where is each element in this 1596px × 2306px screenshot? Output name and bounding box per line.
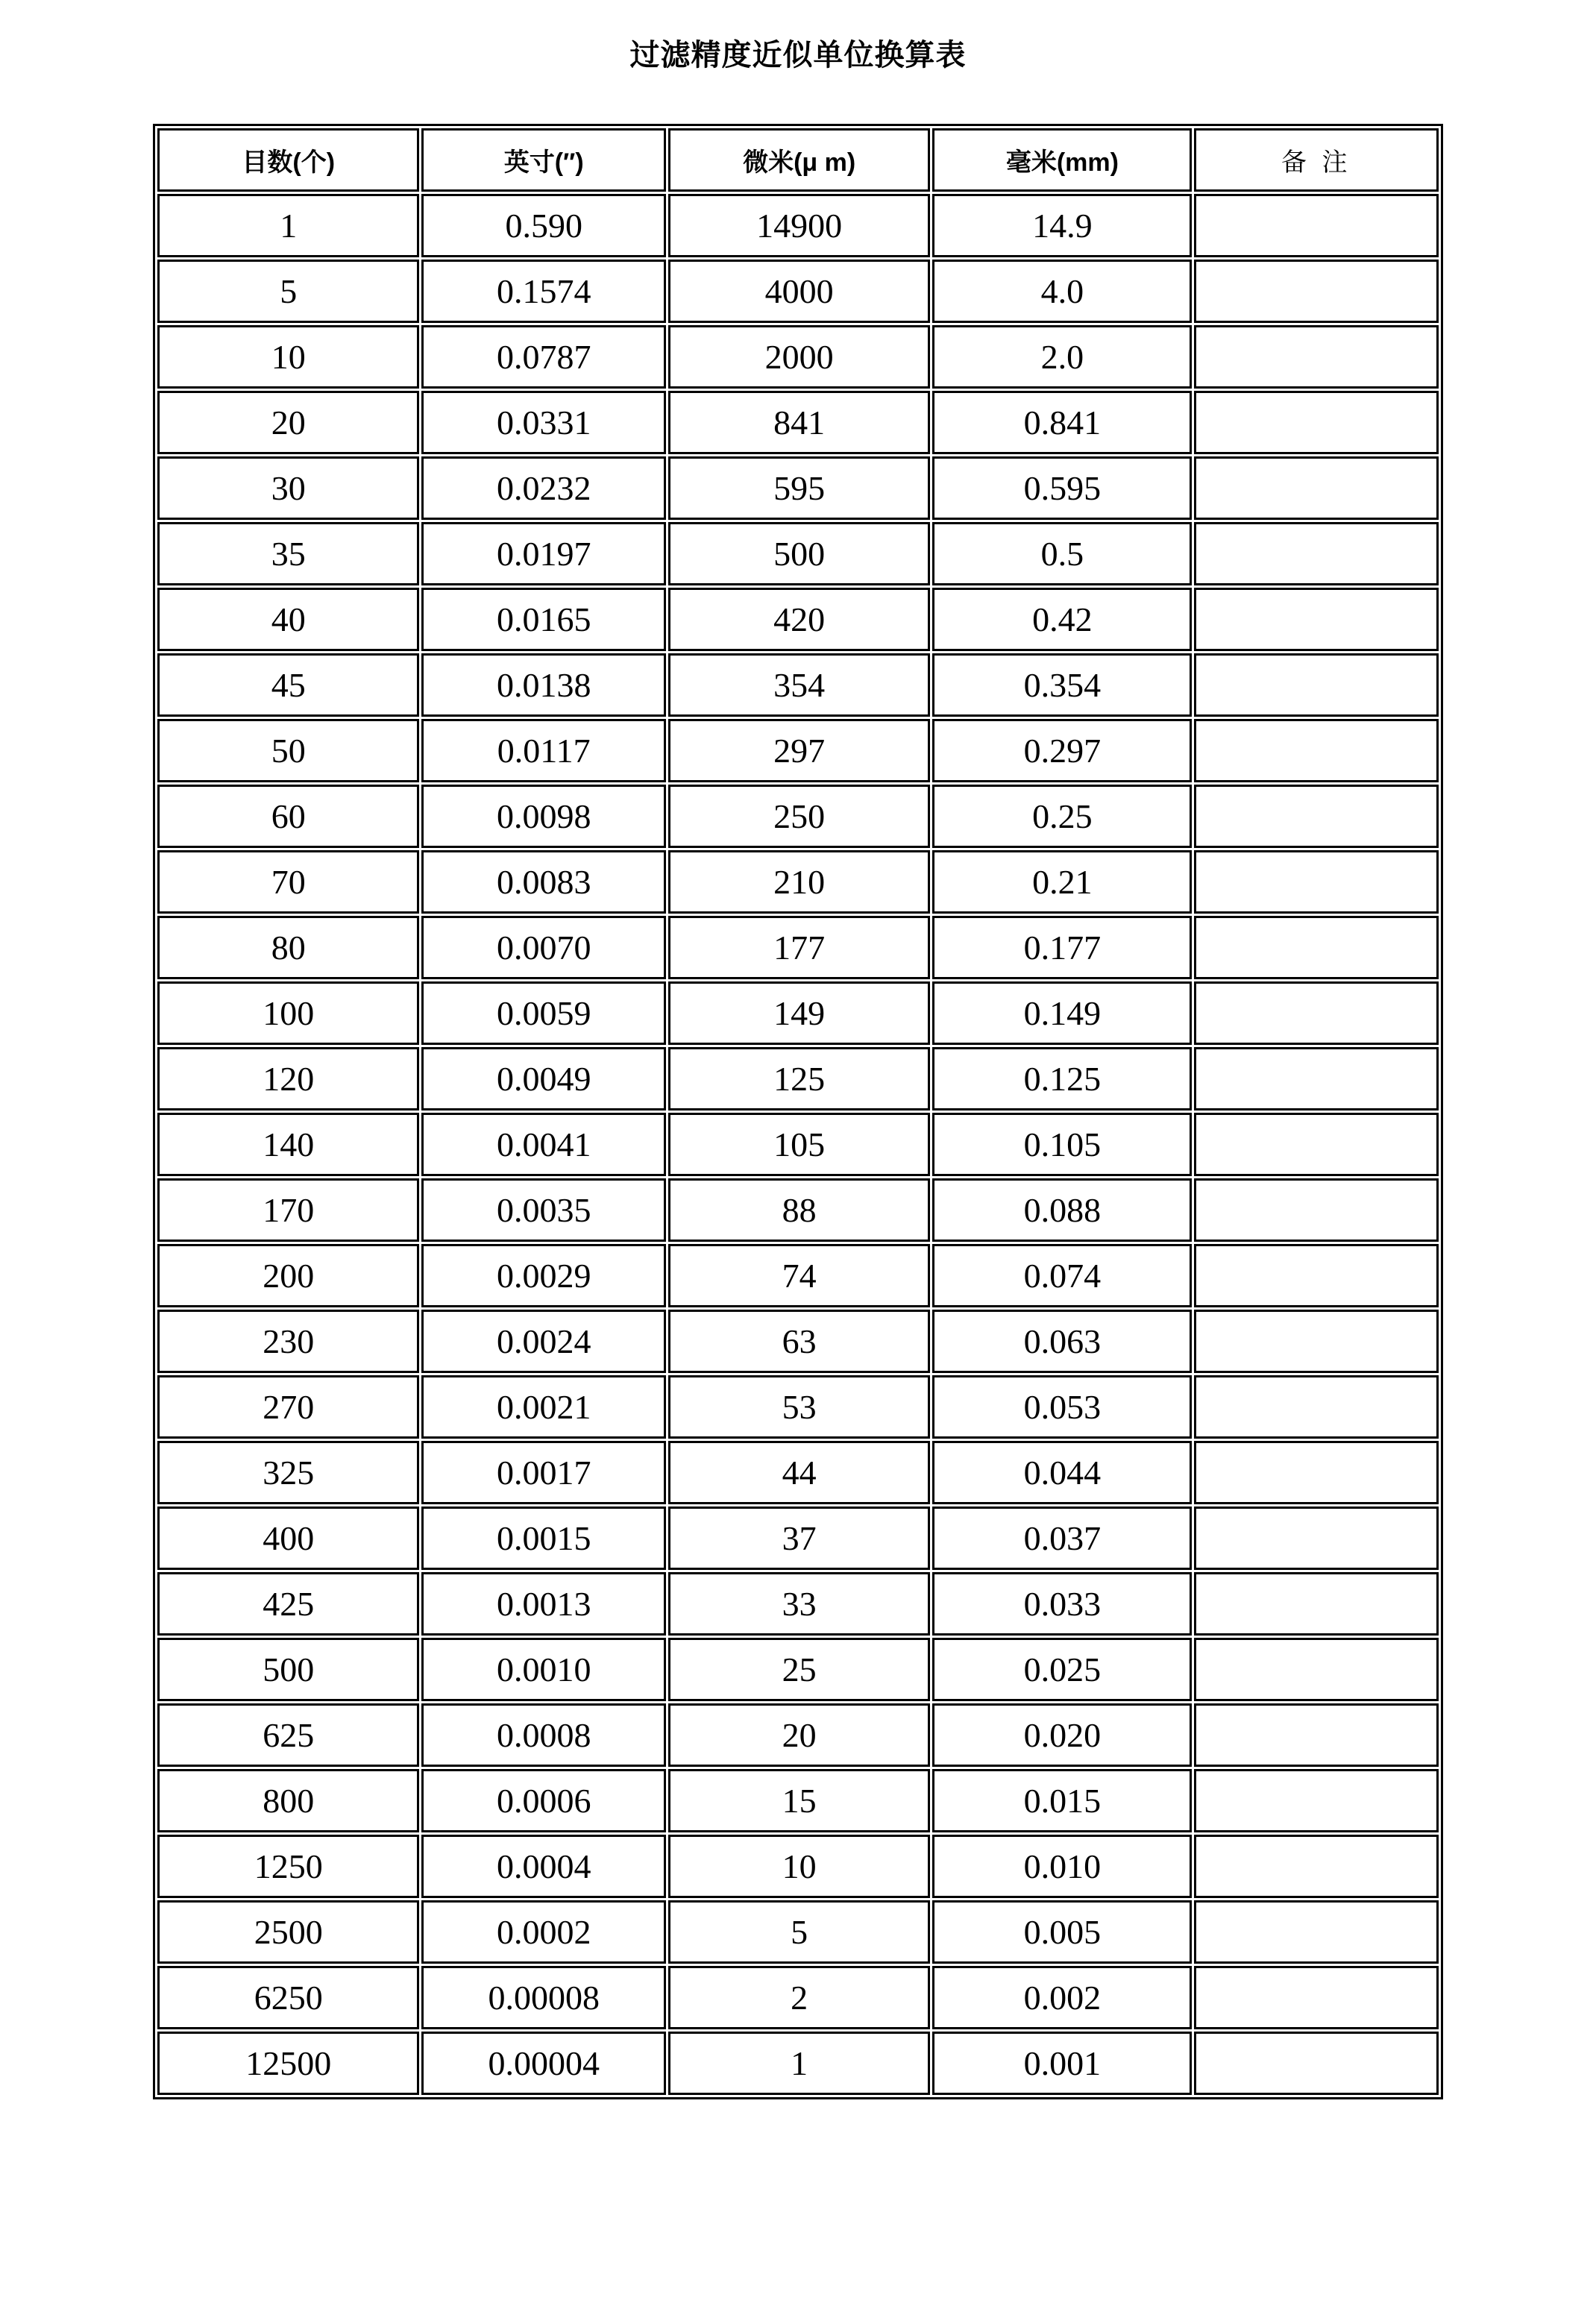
cell-mesh: 50 [157,719,419,782]
cell-micron: 500 [668,522,930,585]
cell-remark [1194,850,1439,914]
cell-mm: 0.177 [932,916,1192,979]
cell-inch: 0.0165 [421,588,666,651]
cell-remark [1194,1572,1439,1636]
conversion-table [153,124,1443,2099]
cell-inch: 0.0197 [421,522,666,585]
cell-mesh: 270 [157,1375,419,1439]
cell-inch: 0.0083 [421,850,666,914]
table-row [157,719,1439,782]
table-row [157,2032,1439,2095]
cell-inch: 0.0232 [421,456,666,520]
cell-mm: 0.063 [932,1310,1192,1373]
cell-mesh: 100 [157,981,419,1045]
cell-mesh: 200 [157,1244,419,1307]
table-row [157,1375,1439,1439]
cell-remark [1194,1769,1439,1832]
cell-remark [1194,1178,1439,1242]
cell-micron: 1 [668,2032,930,2095]
cell-mm: 0.149 [932,981,1192,1045]
cell-micron: 105 [668,1113,930,1176]
column-header-mm: 毫米(mm) [932,128,1192,192]
cell-mesh: 10 [157,325,419,389]
cell-inch: 0.0041 [421,1113,666,1176]
table-row [157,916,1439,979]
cell-mm: 0.053 [932,1375,1192,1439]
cell-micron: 2 [668,1966,930,2029]
cell-mesh: 20 [157,391,419,454]
cell-mesh: 6250 [157,1966,419,2029]
cell-mm: 0.21 [932,850,1192,914]
cell-inch: 0.0024 [421,1310,666,1373]
cell-inch: 0.0331 [421,391,666,454]
cell-mm: 2.0 [932,325,1192,389]
cell-mm: 0.088 [932,1178,1192,1242]
cell-remark [1194,1310,1439,1373]
cell-mesh: 170 [157,1178,419,1242]
cell-micron: 2000 [668,325,930,389]
table-row [157,1507,1439,1570]
cell-micron: 37 [668,1507,930,1570]
cell-mm: 0.025 [932,1638,1192,1701]
table-row [157,1769,1439,1832]
cell-mm: 0.015 [932,1769,1192,1832]
table-row [157,1113,1439,1176]
cell-remark [1194,1703,1439,1767]
cell-micron: 420 [668,588,930,651]
cell-micron: 354 [668,653,930,717]
cell-remark [1194,588,1439,651]
cell-micron: 63 [668,1310,930,1373]
cell-mm: 0.074 [932,1244,1192,1307]
cell-remark [1194,391,1439,454]
cell-mesh: 400 [157,1507,419,1570]
cell-micron: 5 [668,1900,930,1964]
cell-inch: 0.0013 [421,1572,666,1636]
cell-mm: 0.25 [932,785,1192,848]
cell-remark [1194,1638,1439,1701]
cell-remark [1194,325,1439,389]
cell-inch: 0.0021 [421,1375,666,1439]
column-header-micron: 微米(μ m) [668,128,930,192]
cell-mm: 4.0 [932,260,1192,323]
cell-remark [1194,2032,1439,2095]
cell-remark [1194,1835,1439,1898]
cell-remark [1194,1375,1439,1439]
cell-mm: 0.5 [932,522,1192,585]
cell-remark [1194,260,1439,323]
cell-micron: 595 [668,456,930,520]
cell-micron: 841 [668,391,930,454]
cell-inch: 0.0138 [421,653,666,717]
cell-remark [1194,916,1439,979]
cell-mesh: 45 [157,653,419,717]
table-row [157,1572,1439,1636]
cell-mesh: 35 [157,522,419,585]
table-row [157,1966,1439,2029]
table-row [157,1441,1439,1504]
cell-mesh: 625 [157,1703,419,1767]
cell-micron: 33 [668,1572,930,1636]
cell-mm: 0.125 [932,1047,1192,1110]
cell-mesh: 5 [157,260,419,323]
cell-remark [1194,785,1439,848]
cell-remark [1194,719,1439,782]
cell-inch: 0.0017 [421,1441,666,1504]
cell-remark [1194,522,1439,585]
cell-remark [1194,1113,1439,1176]
cell-inch: 0.0117 [421,719,666,782]
table-body [157,194,1439,2095]
cell-inch: 0.0059 [421,981,666,1045]
cell-mm: 0.002 [932,1966,1192,2029]
cell-remark [1194,1441,1439,1504]
table-row [157,588,1439,651]
cell-remark [1194,456,1439,520]
cell-remark [1194,1047,1439,1110]
table-header-row [157,128,1439,192]
table-row [157,1835,1439,1898]
cell-inch: 0.1574 [421,260,666,323]
table-row [157,850,1439,914]
cell-mm: 0.020 [932,1703,1192,1767]
table-row [157,1047,1439,1110]
cell-inch: 0.00008 [421,1966,666,2029]
cell-mm: 0.595 [932,456,1192,520]
table-row [157,260,1439,323]
cell-inch: 0.0029 [421,1244,666,1307]
cell-micron: 177 [668,916,930,979]
cell-mm: 0.010 [932,1835,1192,1898]
cell-mm: 0.033 [932,1572,1192,1636]
table-row [157,1310,1439,1373]
cell-inch: 0.0070 [421,916,666,979]
cell-micron: 15 [668,1769,930,1832]
column-header-inch: 英寸(″) [421,128,666,192]
cell-micron: 210 [668,850,930,914]
cell-micron: 53 [668,1375,930,1439]
table-row [157,1703,1439,1767]
cell-micron: 44 [668,1441,930,1504]
cell-mm: 0.037 [932,1507,1192,1570]
cell-inch: 0.0002 [421,1900,666,1964]
cell-micron: 250 [668,785,930,848]
cell-mesh: 80 [157,916,419,979]
cell-mm: 0.044 [932,1441,1192,1504]
table-row [157,456,1439,520]
cell-mm: 0.001 [932,2032,1192,2095]
cell-inch: 0.0006 [421,1769,666,1832]
cell-mesh: 425 [157,1572,419,1636]
cell-mesh: 800 [157,1769,419,1832]
cell-mesh: 2500 [157,1900,419,1964]
cell-inch: 0.0004 [421,1835,666,1898]
cell-mesh: 70 [157,850,419,914]
cell-remark [1194,653,1439,717]
column-header-mesh: 目数(个) [157,128,419,192]
cell-micron: 88 [668,1178,930,1242]
cell-mesh: 60 [157,785,419,848]
cell-mesh: 230 [157,1310,419,1373]
cell-micron: 14900 [668,194,930,257]
table-row [157,785,1439,848]
cell-micron: 297 [668,719,930,782]
cell-inch: 0.0010 [421,1638,666,1701]
cell-remark [1194,1900,1439,1964]
table-row [157,1900,1439,1964]
table-row [157,1638,1439,1701]
table-row [157,1178,1439,1242]
cell-inch: 0.590 [421,194,666,257]
cell-mesh: 120 [157,1047,419,1110]
table-row [157,194,1439,257]
cell-mesh: 1 [157,194,419,257]
cell-remark [1194,1244,1439,1307]
table-row [157,391,1439,454]
cell-mesh: 12500 [157,2032,419,2095]
cell-inch: 0.0787 [421,325,666,389]
cell-mesh: 30 [157,456,419,520]
cell-mm: 0.105 [932,1113,1192,1176]
cell-inch: 0.00004 [421,2032,666,2095]
cell-inch: 0.0008 [421,1703,666,1767]
cell-micron: 125 [668,1047,930,1110]
cell-mm: 14.9 [932,194,1192,257]
cell-micron: 74 [668,1244,930,1307]
table-row [157,653,1439,717]
cell-mm: 0.841 [932,391,1192,454]
table-row [157,325,1439,389]
cell-remark [1194,981,1439,1045]
cell-inch: 0.0098 [421,785,666,848]
page-title: 过滤精度近似单位换算表 [629,38,967,72]
cell-mesh: 500 [157,1638,419,1701]
cell-mm: 0.354 [932,653,1192,717]
cell-mm: 0.42 [932,588,1192,651]
cell-remark [1194,194,1439,257]
cell-micron: 149 [668,981,930,1045]
cell-mesh: 325 [157,1441,419,1504]
table-row [157,1244,1439,1307]
cell-mesh: 1250 [157,1835,419,1898]
cell-mm: 0.005 [932,1900,1192,1964]
cell-micron: 10 [668,1835,930,1898]
table-row [157,981,1439,1045]
cell-inch: 0.0015 [421,1507,666,1570]
cell-mm: 0.297 [932,719,1192,782]
cell-micron: 25 [668,1638,930,1701]
cell-micron: 4000 [668,260,930,323]
cell-inch: 0.0035 [421,1178,666,1242]
cell-mesh: 40 [157,588,419,651]
column-header-remark: 备 注 [1194,128,1439,192]
table-row [157,522,1439,585]
cell-micron: 20 [668,1703,930,1767]
cell-inch: 0.0049 [421,1047,666,1110]
cell-mesh: 140 [157,1113,419,1176]
cell-remark [1194,1966,1439,2029]
cell-remark [1194,1507,1439,1570]
